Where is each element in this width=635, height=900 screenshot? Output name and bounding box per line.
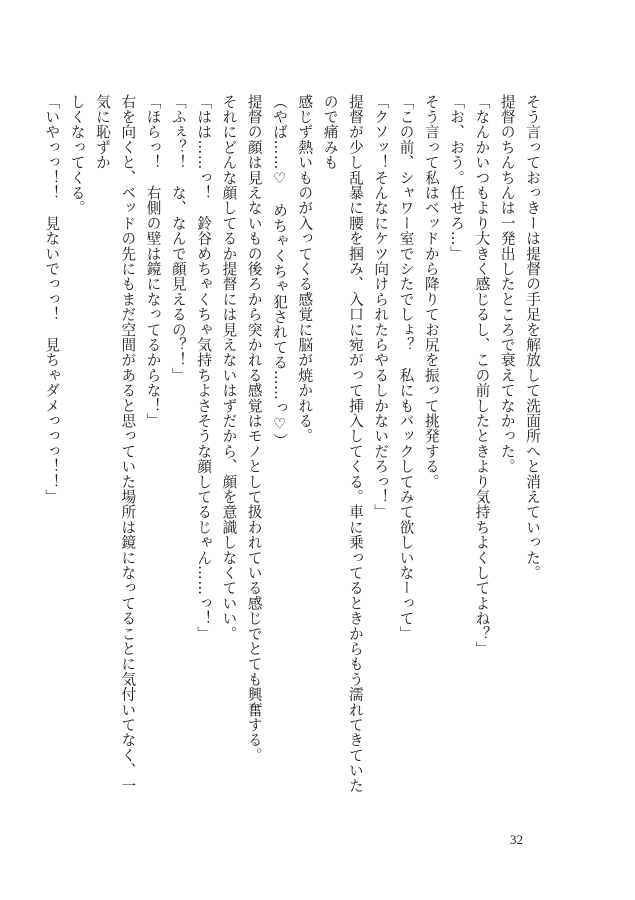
text-line: 「クソッ！そんなにケツ向けられたらやるしかないだろっ！」 [372,94,390,520]
text-line: 「なんかいつもより大きく感じるし、この前したときより気持ちよくしてよね？」 [473,94,491,657]
text-line: そう言って私はベッドから降りてお尻を振って挑発する。 [422,94,440,490]
text-line: 右を向くと、ベッドの先にもまだ空間があると思っていた場所は鏡になってることに気付いてなく、一気に恥ずか [93,94,137,794]
text-line: 「お、おう。任せろ…」 [448,94,466,262]
text-line: 感じず熱いものが入ってくる感覚に脳が焼かれる。 [296,94,314,444]
text-line: そう言っておっきーは提督の手足を解放して洗面所へと消えていった。 [524,94,541,581]
text-line: 提督の顔は見えないもの後ろから突かれる感覚はモノとして扱われている感じでとても興奮する。 [245,94,263,763]
page-number: 32 [510,832,523,847]
text-line: （やば……♡ めちゃくちゃ犯されてる……っ♡） [271,94,289,449]
vertical-text-body [43,94,545,798]
text-line: 提督が少し乱暴に腰を掴み、入口に宛がって挿入してくる。車に乗ってるときからもう濡れてきていたので痛みも [321,94,364,794]
text-line: しくなってくる。 [68,94,86,216]
text-line: 「ほらっ！ 右側の壁は鏡になってるからな！」 [144,94,162,429]
text-line: 「ふぇ？！ な、なんで顔見えるの？！」 [169,94,187,383]
text-line: 「はは……っ！ 鈴谷めちゃくちゃ気持ちよさそうな顔してるじゃん……っ！」 [195,94,213,642]
text-line: 「この前、シャワー室でシたでしょ？ 私にもバックしてみて欲しいなーって」 [397,94,415,642]
text-line: それにどんな顔してるか提督には見えないはずだから、顔を意識しなくていい。 [220,94,238,642]
text-line: 「いやっっ！！ 見ないでっっ！ 見ちゃダメっっっ！！」 [43,94,61,505]
text-line: 提督のちんちんは一発出したところで衰えてなかった。 [498,94,516,474]
